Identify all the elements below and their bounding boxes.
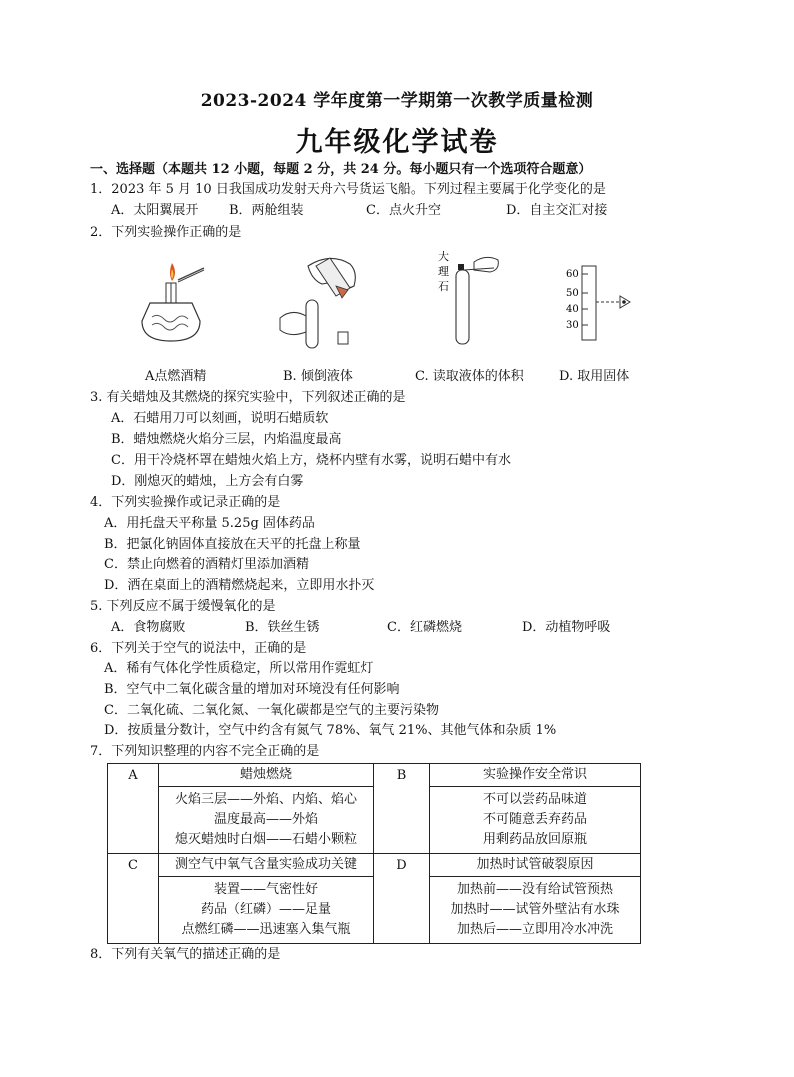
table-header-b: 实验操作安全常识 <box>430 764 641 787</box>
table-header-d: 加热时试管破裂原因 <box>430 854 641 877</box>
table-label-c: C <box>108 854 159 944</box>
alcohol-lamp-figure <box>128 255 208 350</box>
question-2-option-b: B. 倾倒液体 <box>283 369 353 384</box>
question-6-option-b: B．空气中二氧化碳含量的增加对环境没有任何影响 <box>104 682 400 697</box>
table-label-b: B <box>374 764 430 854</box>
question-6-option-d: D．按质量分数计，空气中约含有氮气 78%、氧气 21%、其他气体和杂质 1% <box>104 723 557 738</box>
table-b-line-3: 用剩药品放回原瓶 <box>482 832 587 847</box>
graduated-cylinder-figure <box>562 262 642 344</box>
adding-solid-figure <box>434 248 504 348</box>
pouring-liquid-figure <box>270 246 370 351</box>
figure-label-da: 大 <box>438 250 449 263</box>
question-2-stem: 2．下列实验操作正确的是 <box>90 225 242 240</box>
table-label-a: A <box>108 764 159 854</box>
question-1-option-d: D．自主交汇对接 <box>506 203 608 218</box>
scale-label-60: 60 <box>566 269 579 280</box>
table-c-line-2: 药品（红磷）——足量 <box>200 902 331 917</box>
exam-title: 九年级化学试卷 <box>295 127 499 158</box>
question-2-option-c: C. 读取液体的体积 <box>415 369 524 384</box>
knowledge-table <box>107 763 641 944</box>
question-1-option-c: C．点火升空 <box>366 203 441 218</box>
question-4-option-a: A．用托盘天平称量 5.25g 固体药品 <box>104 516 315 531</box>
scale-label-40: 40 <box>566 304 579 315</box>
table-a-line-2: 温度最高——外焰 <box>213 812 318 827</box>
table-d-line-1: 加热前——没有给试管预热 <box>456 882 613 897</box>
figure-label-li: 理 <box>438 265 449 278</box>
question-4-stem: 4．下列实验操作或记录正确的是 <box>90 495 281 510</box>
question-1-option-a: A．太阳翼展开 <box>111 203 199 218</box>
question-1-stem: 1．2023 年 5 月 10 日我国成功发射天舟六号货运飞船。下列过程主要属于化学变化的是 <box>90 182 606 197</box>
section-heading: 一、选择题（本题共 12 小题，每题 2 分，共 24 分。每小题只有一个选项符合题意） <box>90 162 592 177</box>
scale-label-30: 30 <box>566 320 579 331</box>
table-header-a: 蜡烛燃烧 <box>159 764 374 787</box>
question-6-option-c: C．二氧化硫、二氧化氮、一氧化碳都是空气的主要污染物 <box>104 703 439 718</box>
scale-label-50: 50 <box>566 288 579 299</box>
question-4-option-d: D．洒在桌面上的酒精燃烧起来，立即用水扑灭 <box>104 578 375 593</box>
question-3-option-b: B．蜡烛燃烧火焰分三层，内焰温度最高 <box>111 432 342 447</box>
question-3-stem: 3. 有关蜡烛及其燃烧的探究实验中，下列叙述正确的是 <box>90 390 406 405</box>
question-8-stem: 8．下列有关氧气的描述正确的是 <box>90 947 281 962</box>
question-6-stem: 6．下列关于空气的说法中，正确的是 <box>90 641 307 656</box>
table-c-line-1: 装置——气密性好 <box>213 882 318 897</box>
table-cell-b <box>430 787 641 854</box>
table-label-d: D <box>374 854 430 944</box>
question-5-option-a: A．食物腐败 <box>111 620 186 635</box>
table-b-line-1: 不可以尝药品味道 <box>482 792 587 807</box>
exam-subtitle: 2023-2024 学年度第一学期第一次教学质量检测 <box>200 91 594 111</box>
question-4-option-c: C．禁止向燃着的酒精灯里添加酒精 <box>104 557 309 572</box>
question-3-option-c: C．用干冷烧杯罩在蜡烛火焰上方，烧杯内壁有水雾，说明石蜡中有水 <box>111 453 511 468</box>
table-header-c: 测空气中氧气含量实验成功关键 <box>159 854 374 877</box>
table-cell-c <box>159 877 374 944</box>
question-3-option-d: D．刚熄灭的蜡烛，上方会有白雾 <box>111 474 304 489</box>
table-b-line-2: 不可随意丢弃药品 <box>482 812 587 827</box>
table-a-line-1: 火焰三层——外焰、内焰、焰心 <box>174 792 357 807</box>
question-5-option-d: D．动植物呼吸 <box>522 620 611 635</box>
question-3-option-a: A．石蜡用刀可以刻画，说明石蜡质软 <box>111 411 329 426</box>
figure-label-shi: 石 <box>438 280 449 293</box>
question-1-option-b: B．两舱组装 <box>229 203 304 218</box>
question-2-option-a: A点燃酒精 <box>145 369 207 384</box>
question-6-option-a: A．稀有气体化学性质稳定，所以常用作霓虹灯 <box>104 661 374 676</box>
question-5-option-c: C．红磷燃烧 <box>387 620 462 635</box>
question-2-option-d: D. 取用固体 <box>559 369 630 384</box>
question-5-stem: 5. 下列反应不属于缓慢氧化的是 <box>90 599 276 614</box>
question-7-stem: 7．下列知识整理的内容不完全正确的是 <box>90 744 320 759</box>
question-4-option-b: B．把氯化钠固体直接放在天平的托盘上称量 <box>104 537 361 552</box>
table-c-line-3: 点燃红磷——迅速塞入集气瓶 <box>181 922 351 937</box>
table-d-line-2: 加热时——试管外壁沾有水珠 <box>450 902 620 917</box>
table-cell-d <box>430 877 641 944</box>
table-cell-a <box>159 787 374 854</box>
question-5-option-b: B．铁丝生锈 <box>245 620 320 635</box>
table-a-line-3: 熄灭蜡烛时白烟——石蜡小颗粒 <box>174 832 357 847</box>
table-d-line-3: 加热后——立即用冷水冲洗 <box>456 922 613 937</box>
